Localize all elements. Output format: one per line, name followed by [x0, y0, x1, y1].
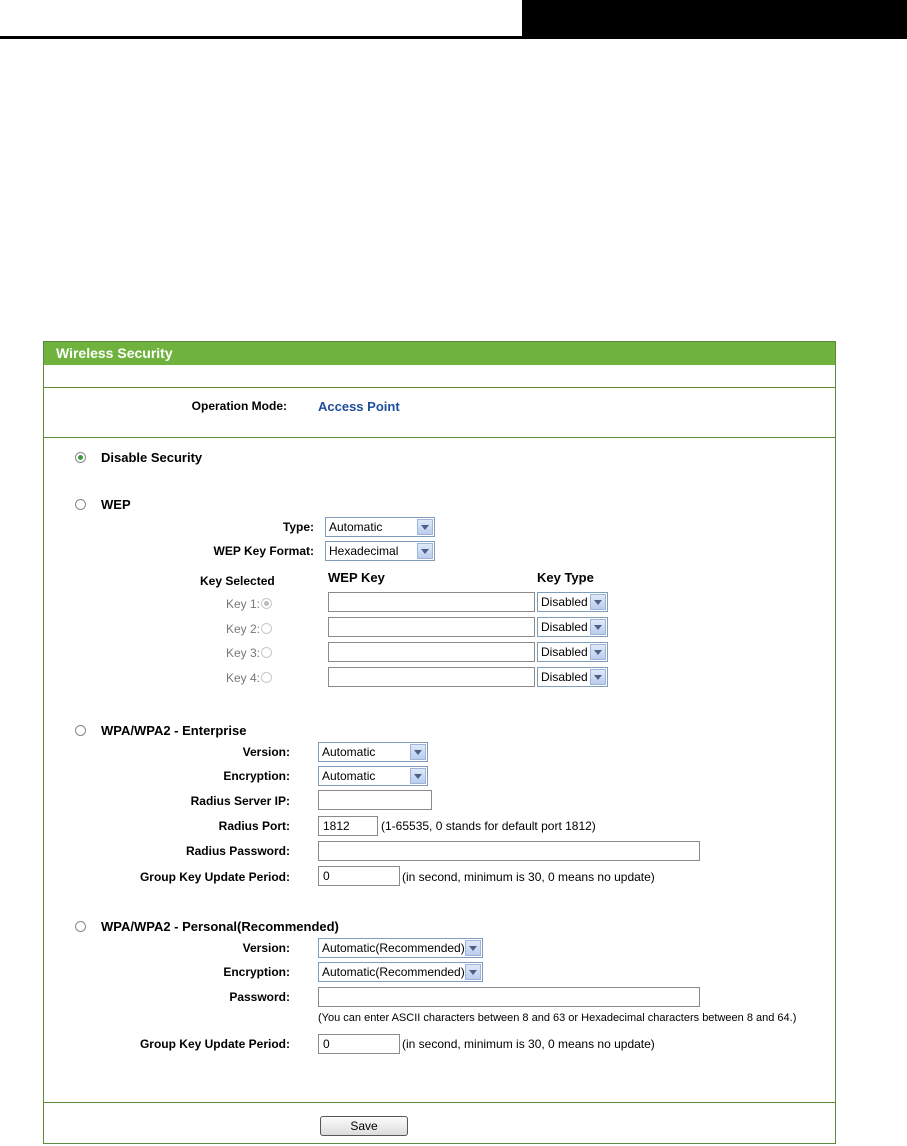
wep-key-format-value: Hexadecimal: [329, 544, 399, 558]
wpa-personal-radio[interactable]: [75, 921, 86, 932]
key-1-type-select[interactable]: [537, 592, 608, 612]
key-3-type-value: Disabled: [541, 645, 588, 659]
ent-group-key-input[interactable]: 0: [318, 866, 400, 886]
key-4-radio[interactable]: [261, 672, 272, 683]
per-group-key-input[interactable]: 0: [318, 1034, 400, 1054]
ent-encryption-label: Encryption:: [223, 769, 290, 783]
per-version-value: Automatic(Recommended): [322, 941, 465, 955]
key-3-type-select[interactable]: [537, 642, 608, 662]
per-encryption-value: Automatic(Recommended): [322, 965, 465, 979]
wpa-enterprise-radio[interactable]: [75, 725, 86, 736]
chevron-down-icon: [417, 543, 433, 559]
operation-mode-label: Operation Mode:: [191, 399, 287, 413]
page-title: Wireless Security: [56, 345, 173, 361]
per-password-label: Password:: [229, 990, 290, 1004]
per-version-select[interactable]: [318, 938, 483, 958]
header-black-bar: [522, 0, 907, 38]
key-1-input[interactable]: [328, 592, 535, 612]
ent-version-value: Automatic: [322, 745, 376, 759]
ent-encryption-value: Automatic: [322, 769, 376, 783]
wep-key-header: WEP Key: [328, 570, 385, 585]
key-2-type-select[interactable]: [537, 617, 608, 637]
divider: [44, 387, 835, 388]
chevron-down-icon: [590, 644, 606, 660]
operation-mode-value: Access Point: [318, 399, 400, 414]
disable-security-label: Disable Security: [101, 450, 203, 465]
wep-label: WEP: [101, 497, 131, 512]
key-2-type-value: Disabled: [541, 620, 588, 634]
ent-version-label: Version:: [242, 745, 290, 759]
key-1-type-value: Disabled: [541, 595, 588, 609]
chevron-down-icon: [465, 940, 481, 956]
key-4-label: Key 4:: [226, 671, 261, 685]
key-2-radio[interactable]: [261, 623, 272, 634]
ent-group-key-label: Group Key Update Period:: [139, 870, 290, 884]
radius-port-hint: (1-65535, 0 stands for default port 1812): [381, 819, 596, 833]
per-password-input[interactable]: [318, 987, 700, 1007]
per-encryption-label: Encryption:: [223, 965, 290, 979]
radius-password-label: Radius Password:: [185, 844, 290, 858]
key-2-label: Key 2:: [226, 622, 261, 636]
key-3-radio[interactable]: [261, 647, 272, 658]
radius-port-label: Radius Port:: [218, 819, 290, 833]
wep-type-select[interactable]: [325, 517, 435, 537]
radius-server-ip-label: Radius Server IP:: [190, 794, 290, 808]
key-4-type-select[interactable]: [537, 667, 608, 687]
ent-group-key-hint: (in second, minimum is 30, 0 means no update): [402, 870, 655, 884]
divider: [44, 437, 835, 438]
save-button[interactable]: Save: [320, 1116, 408, 1136]
chevron-down-icon: [590, 669, 606, 685]
key-4-type-value: Disabled: [541, 670, 588, 684]
wep-key-format-label: WEP Key Format:: [213, 544, 314, 558]
chevron-down-icon: [590, 594, 606, 610]
title-bar: [44, 342, 835, 365]
key-3-label: Key 3:: [226, 646, 261, 660]
chevron-down-icon: [465, 964, 481, 980]
key-type-header: Key Type: [537, 570, 594, 585]
key-1-radio[interactable]: [261, 598, 272, 609]
radius-port-input[interactable]: 1812: [318, 816, 378, 836]
wep-radio[interactable]: [75, 499, 86, 510]
wep-key-format-select[interactable]: [325, 541, 435, 561]
wpa-enterprise-label: WPA/WPA2 - Enterprise: [101, 723, 247, 738]
per-group-key-label: Group Key Update Period:: [139, 1037, 290, 1051]
wpa-personal-label: WPA/WPA2 - Personal(Recommended): [101, 919, 339, 934]
header-rule: [0, 36, 907, 39]
disable-security-radio[interactable]: [75, 452, 86, 463]
chevron-down-icon: [410, 768, 426, 784]
key-4-input[interactable]: [328, 667, 535, 687]
radius-password-input[interactable]: [318, 841, 700, 861]
per-version-label: Version:: [242, 941, 290, 955]
per-encryption-select[interactable]: [318, 962, 483, 982]
divider: [44, 1102, 835, 1103]
key-2-input[interactable]: [328, 617, 535, 637]
chevron-down-icon: [590, 619, 606, 635]
ent-version-select[interactable]: [318, 742, 428, 762]
chevron-down-icon: [410, 744, 426, 760]
key-selected-header: Key Selected: [200, 574, 275, 588]
key-3-input[interactable]: [328, 642, 535, 662]
wep-type-label: Type:: [282, 520, 314, 534]
ent-encryption-select[interactable]: [318, 766, 428, 786]
key-1-label: Key 1:: [226, 597, 261, 611]
wep-type-value: Automatic: [329, 520, 383, 534]
per-password-hint: (You can enter ASCII characters between 8 and 63 or Hexadecimal characters between 8 and 64.): [318, 1012, 797, 1024]
radius-server-ip-input[interactable]: [318, 790, 432, 810]
per-group-key-hint: (in second, minimum is 30, 0 means no update): [402, 1037, 655, 1051]
chevron-down-icon: [417, 519, 433, 535]
wireless-security-panel: [43, 341, 836, 1144]
